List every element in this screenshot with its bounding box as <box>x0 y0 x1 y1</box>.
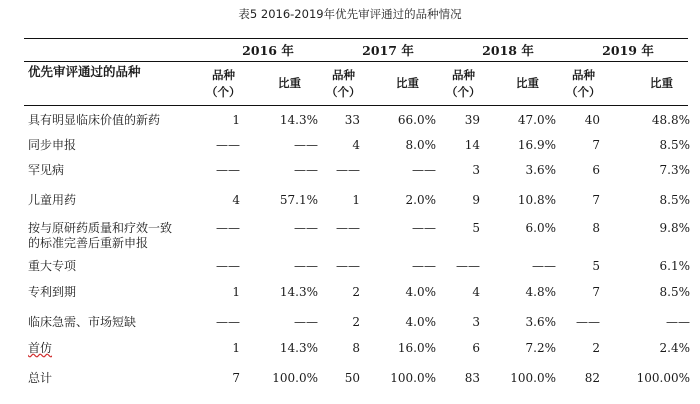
table-cell: 100.0% <box>510 371 556 385</box>
table-cell: 48.8% <box>651 113 690 127</box>
table-cell: 100.00% <box>636 371 690 385</box>
table-cell: 5 <box>592 259 600 273</box>
table-cell: 83 <box>464 371 480 385</box>
table-cell: 8.0% <box>405 138 436 152</box>
table-cell: 9 <box>472 193 480 207</box>
table-cell: 10.8% <box>517 193 556 207</box>
row-label: 按与原研药质量和疗效一致 <box>28 221 173 235</box>
ratio-subheader: 比重 <box>396 76 419 90</box>
ratio-subheader: 比重 <box>650 76 673 90</box>
table-cell: 4 <box>352 138 360 152</box>
table-cell: —— <box>412 221 436 235</box>
year-header: 2016 年 <box>242 43 294 58</box>
table-cell: —— <box>294 138 318 152</box>
table-cell: —— <box>216 221 240 235</box>
table-cell: 47.0% <box>517 113 556 127</box>
table-cell: 3 <box>472 315 480 329</box>
ratio-subheader: 比重 <box>516 76 539 90</box>
table-cell: 7 <box>592 193 600 207</box>
table-cell: 33 <box>344 113 360 127</box>
table-cell: 39 <box>464 113 480 127</box>
row-label: 总计 <box>28 371 53 385</box>
table-cell: 6 <box>472 341 480 355</box>
table-cell: 6.0% <box>525 221 556 235</box>
table-cell: 7 <box>592 138 600 152</box>
table-cell: 82 <box>584 371 600 385</box>
table-cell: 8.5% <box>659 193 690 207</box>
table-cell: —— <box>412 163 436 177</box>
count-subheader: 品种 <box>332 68 355 82</box>
year-header: 2017 年 <box>362 43 414 58</box>
count-subheader-unit: （个） <box>446 85 481 99</box>
table-cell: 7 <box>592 285 600 299</box>
table-cell: 14 <box>464 138 480 152</box>
row-label: 专利到期 <box>28 285 77 299</box>
table-cell: 1 <box>232 285 240 299</box>
table-cell: —— <box>336 163 360 177</box>
table-cell: 3.6% <box>525 163 556 177</box>
table-cell: 14.3% <box>279 341 318 355</box>
table-cell: 4.0% <box>405 285 436 299</box>
table-cell: 4.0% <box>405 315 436 329</box>
table-cell: —— <box>336 259 360 273</box>
table-cell: 8.5% <box>659 285 690 299</box>
table-cell: 8 <box>352 341 360 355</box>
table-cell: 2.4% <box>659 341 690 355</box>
table-cell: —— <box>336 221 360 235</box>
table-cell: 2.0% <box>405 193 436 207</box>
table-cell: 16.0% <box>397 341 436 355</box>
table-cell: 6 <box>592 163 600 177</box>
table-cell: 3 <box>472 163 480 177</box>
ratio-subheader: 比重 <box>278 76 301 90</box>
table-cell: —— <box>216 315 240 329</box>
table-cell: —— <box>294 259 318 273</box>
table-cell: —— <box>412 259 436 273</box>
row-label: 重大专项 <box>28 259 77 273</box>
table-cell: —— <box>666 315 690 329</box>
table-cell: 16.9% <box>517 138 556 152</box>
table-cell: —— <box>216 259 240 273</box>
year-header: 2019 年 <box>602 43 654 58</box>
count-subheader: 品种 <box>452 68 475 82</box>
table-cell: 8 <box>592 221 600 235</box>
table-cell: 7 <box>232 371 240 385</box>
row-label: 具有明显临床价值的新药 <box>28 113 161 127</box>
table-header-rule <box>24 105 688 106</box>
table-cell: 100.0% <box>272 371 318 385</box>
table-cell: 66.0% <box>397 113 436 127</box>
row-label: 临床急需、市场短缺 <box>28 315 137 329</box>
table-cell: 5 <box>472 221 480 235</box>
table-cell: 7.2% <box>525 341 556 355</box>
count-subheader: 品种 <box>572 68 595 82</box>
table-cell: —— <box>216 138 240 152</box>
table-cell: —— <box>294 315 318 329</box>
row-label: 罕见病 <box>28 163 65 177</box>
table-caption: 表5 2016-2019年优先审评通过的品种情况 <box>238 7 462 21</box>
table-subheader-rule <box>24 61 688 62</box>
table-cell: 7.3% <box>659 163 690 177</box>
table-cell: —— <box>216 163 240 177</box>
table-cell: 4 <box>472 285 480 299</box>
row-label: 首仿 <box>28 341 53 355</box>
table-cell: 14.3% <box>279 113 318 127</box>
table-cell: 4 <box>232 193 240 207</box>
table-cell: 2 <box>592 341 600 355</box>
row-label: 儿童用药 <box>28 193 77 207</box>
table-cell: 3.6% <box>525 315 556 329</box>
table-cell: —— <box>294 221 318 235</box>
row-header: 优先审评通过的品种 <box>28 64 141 79</box>
table-cell: 40 <box>584 113 600 127</box>
count-subheader: 品种 <box>212 68 235 82</box>
table-cell: 2 <box>352 285 360 299</box>
count-subheader-unit: （个） <box>326 85 361 99</box>
table-cell: —— <box>294 163 318 177</box>
table-cell: —— <box>532 259 556 273</box>
table-cell: 100.0% <box>390 371 436 385</box>
table-cell: 1 <box>232 113 240 127</box>
table-cell: 57.1% <box>279 193 318 207</box>
table-cell: 6.1% <box>659 259 690 273</box>
table-cell: 8.5% <box>659 138 690 152</box>
table-top-rule <box>24 38 688 39</box>
table-cell: —— <box>456 259 480 273</box>
year-header: 2018 年 <box>482 43 534 58</box>
table-cell: 9.8% <box>659 221 690 235</box>
row-label: 同步申报 <box>28 138 77 152</box>
table-cell: 1 <box>352 193 360 207</box>
table-cell: 1 <box>232 341 240 355</box>
table-cell: 4.8% <box>525 285 556 299</box>
table-cell: 50 <box>344 371 360 385</box>
table-cell: 2 <box>352 315 360 329</box>
table-cell: 14.3% <box>279 285 318 299</box>
row-label-continued: 的标准完善后重新申报 <box>28 236 149 250</box>
table-cell: —— <box>576 315 600 329</box>
count-subheader-unit: （个） <box>206 85 241 99</box>
count-subheader-unit: （个） <box>566 85 601 99</box>
